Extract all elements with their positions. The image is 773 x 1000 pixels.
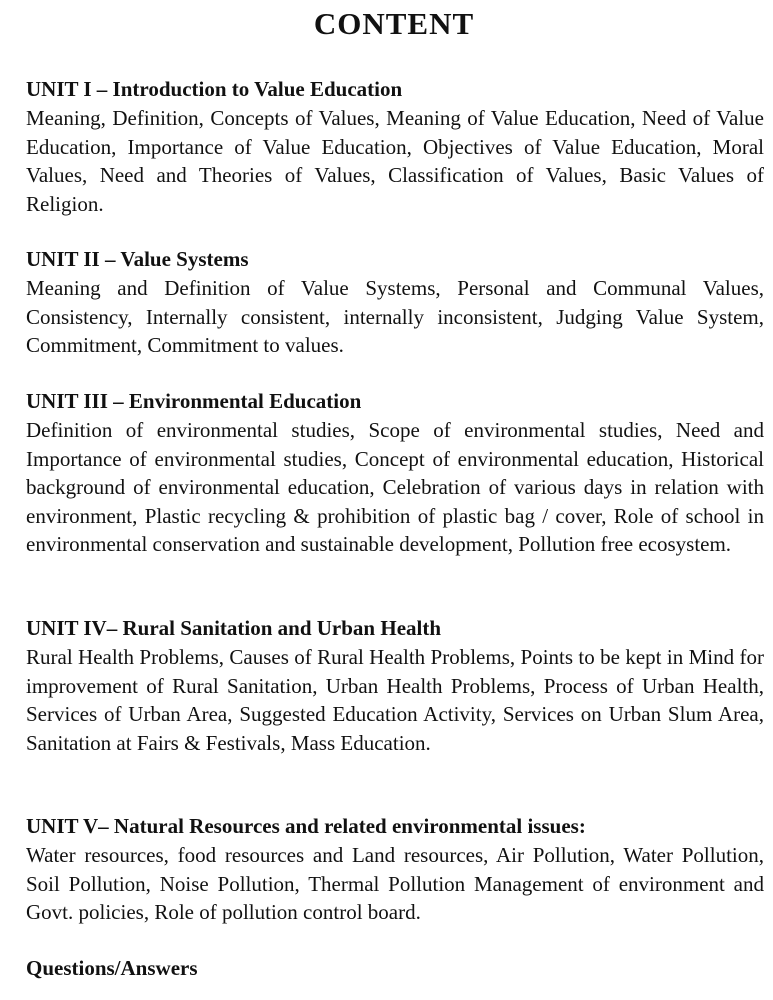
unit-4-heading: UNIT IV– Rural Sanitation and Urban Health — [26, 616, 442, 640]
unit-2-section — [26, 245, 764, 360]
unit-5-heading: UNIT V– Natural Resources and related environmental issues: — [26, 814, 586, 838]
unit-5-topics: Water resources, food resources and Land resources, Air Pollution, Water Pollution, Soil Pollution, Noise Pollution, Thermal Pollution Management of environment and Govt. policies, Role of pollution control board. — [26, 843, 764, 924]
unit-4-section — [26, 614, 764, 757]
unit-2-topics: Meaning and Definition of Value Systems, Personal and Communal Values, Consistency, Internally consistent, internally inconsistent, Judging Value System, Commitment, Commitment to values. — [26, 276, 764, 357]
page-title: CONTENT — [313, 6, 475, 41]
unit-3-topics: Definition of environmental studies, Scope of environmental studies, Need and Importance of environmental studies, Concept of environmental education, Historical background of environmental education, Celebration of various days in relation with environment, Plastic recycling & prohibition of plastic bag / cover, Role of school in environmental conservation and sustainable development, Pollution free ecosystem. — [26, 418, 764, 556]
unit-1-heading: UNIT I – Introduction to Value Education — [26, 77, 403, 101]
unit-3-heading: UNIT III – Environmental Education — [26, 389, 362, 413]
unit-3-section — [26, 387, 764, 559]
questions-answers-heading: Questions/Answers — [26, 956, 198, 980]
unit-2-heading: UNIT II – Value Systems — [26, 247, 249, 271]
unit-5-section — [26, 812, 764, 927]
unit-1-section — [26, 75, 764, 218]
unit-1-topics: Meaning, Definition, Concepts of Values, Meaning of Value Education, Need of Value Education, Importance of Value Education, Objectives of Value Education, Moral Values, Need and Theories of Values, Classification of Values, Basic Values of Religion. — [26, 106, 764, 216]
unit-4-topics: Rural Health Problems, Causes of Rural Health Problems, Points to be kept in Mind for improvement of Rural Sanitation, Urban Health Problems, Process of Urban Health, Services of Urban Area, Suggested Education Activity, Services on Urban Slum Area, Sanitation at Fairs & Festivals, Mass Education. — [26, 645, 764, 755]
